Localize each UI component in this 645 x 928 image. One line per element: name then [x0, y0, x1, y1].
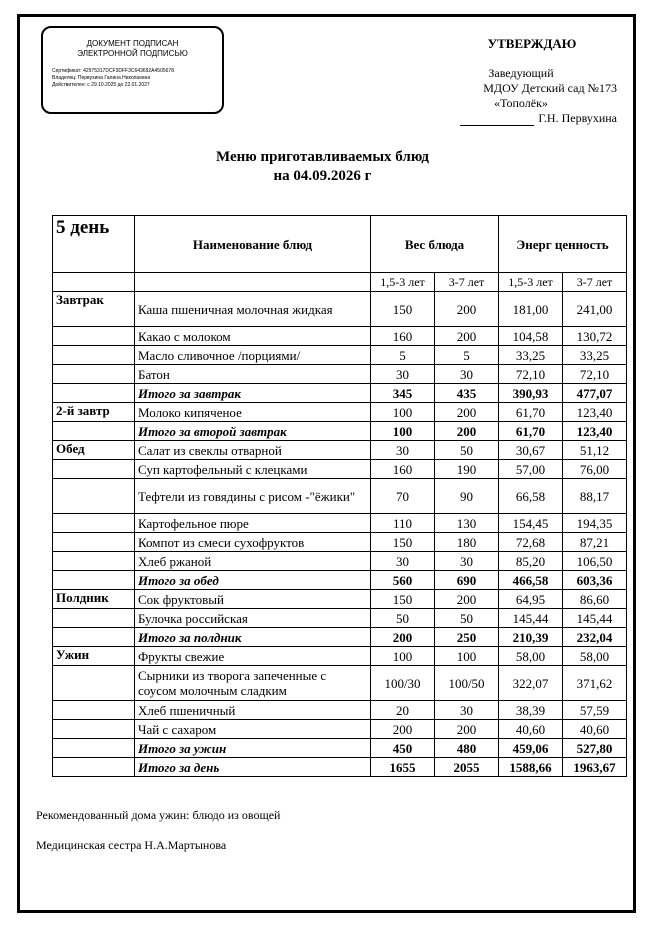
meal-cell: [53, 514, 135, 533]
subheader-weight-old: 3-7 лет: [435, 273, 499, 292]
dish-name-cell: Итого за завтрак: [135, 384, 371, 403]
dish-name-cell: Картофельное пюре: [135, 514, 371, 533]
weight-old-cell: 100: [435, 647, 499, 666]
energy-old-cell: 1963,67: [563, 758, 627, 777]
weight-young-cell: 50: [371, 609, 435, 628]
weight-young-cell: 450: [371, 739, 435, 758]
weight-young-cell: 1655: [371, 758, 435, 777]
energy-old-cell: 86,60: [563, 590, 627, 609]
energy-old-cell: 527,80: [563, 739, 627, 758]
weight-old-cell: 190: [435, 460, 499, 479]
weight-young-cell: 110: [371, 514, 435, 533]
energy-old-cell: 57,59: [563, 701, 627, 720]
subheader-empty: [135, 273, 371, 292]
weight-old-cell: 30: [435, 365, 499, 384]
table-total-row: [53, 422, 627, 441]
weight-young-cell: 200: [371, 720, 435, 739]
energy-young-cell: 61,70: [499, 422, 563, 441]
weight-old-cell: 130: [435, 514, 499, 533]
title-line1: Меню приготавливаемых блюд: [215, 149, 430, 165]
weight-young-cell: 100: [371, 647, 435, 666]
table-row: [53, 533, 627, 552]
table-subheader-row: [53, 273, 627, 292]
col-header-energy: Энерг ценность: [499, 216, 627, 273]
electronic-signature-stamp: [41, 26, 224, 114]
approval-org-name: «Тополёк»: [494, 96, 548, 110]
title-line2: на 04.09.2026 г: [273, 168, 372, 184]
meal-cell: Обед: [53, 441, 135, 460]
energy-young-cell: 61,70: [499, 403, 563, 422]
weight-young-cell: 150: [371, 590, 435, 609]
table-row: [53, 460, 627, 479]
table-total-row: [53, 384, 627, 403]
weight-young-cell: 160: [371, 327, 435, 346]
table-row: [53, 609, 627, 628]
day-label: 5 день: [53, 216, 135, 273]
energy-young-cell: 390,93: [499, 384, 563, 403]
dish-name-cell: Хлеб ржаной: [135, 552, 371, 571]
meal-cell: [53, 739, 135, 758]
meal-cell: Ужин: [53, 647, 135, 666]
weight-young-cell: 560: [371, 571, 435, 590]
energy-old-cell: 88,17: [563, 479, 627, 514]
meal-cell: [53, 533, 135, 552]
col-header-name: Наименование блюд: [135, 216, 371, 273]
table-row: [53, 292, 627, 327]
table-row: [53, 666, 627, 701]
subheader-energy-young: 1,5-3 лет: [499, 273, 563, 292]
energy-young-cell: 30,67: [499, 441, 563, 460]
weight-old-cell: 200: [435, 720, 499, 739]
energy-old-cell: 87,21: [563, 533, 627, 552]
meal-cell: [53, 552, 135, 571]
weight-old-cell: 435: [435, 384, 499, 403]
subheader-weight-young: 1,5-3 лет: [371, 273, 435, 292]
table-row: [53, 590, 627, 609]
approval-signature-line: [427, 111, 617, 126]
energy-young-cell: 38,39: [499, 701, 563, 720]
energy-old-cell: 123,40: [563, 422, 627, 441]
approval-organization: МДОУ Детский сад №173: [483, 81, 617, 95]
weight-old-cell: 30: [435, 701, 499, 720]
weight-young-cell: 30: [371, 552, 435, 571]
table-row: [53, 327, 627, 346]
table-row: [53, 514, 627, 533]
dish-name-cell: Булочка российская: [135, 609, 371, 628]
meal-cell: [53, 460, 135, 479]
weight-old-cell: 100/50: [435, 666, 499, 701]
weight-young-cell: 200: [371, 628, 435, 647]
energy-young-cell: 58,00: [499, 647, 563, 666]
table-row: [53, 552, 627, 571]
energy-old-cell: 194,35: [563, 514, 627, 533]
table-header-row: [53, 216, 627, 273]
weight-old-cell: 50: [435, 609, 499, 628]
table-row: [53, 647, 627, 666]
dish-name-cell: Каша пшеничная молочная жидкая: [135, 292, 371, 327]
dish-name-cell: Итого за ужин: [135, 739, 371, 758]
stamp-title-line2: ЭЛЕКТРОННОЙ ПОДПИСЬЮ: [77, 49, 188, 58]
meal-cell: [53, 479, 135, 514]
weight-old-cell: 480: [435, 739, 499, 758]
weight-old-cell: 2055: [435, 758, 499, 777]
approval-block: [427, 36, 617, 126]
weight-old-cell: 180: [435, 533, 499, 552]
signature-underline: [460, 114, 534, 126]
energy-young-cell: 154,45: [499, 514, 563, 533]
meal-cell: [53, 666, 135, 701]
weight-old-cell: 200: [435, 422, 499, 441]
energy-old-cell: 603,36: [563, 571, 627, 590]
weight-young-cell: 345: [371, 384, 435, 403]
weight-old-cell: 5: [435, 346, 499, 365]
meal-cell: [53, 628, 135, 647]
energy-young-cell: 85,20: [499, 552, 563, 571]
meal-cell: 2-й завтр: [53, 403, 135, 422]
energy-young-cell: 104,58: [499, 327, 563, 346]
dish-name-cell: Сок фруктовый: [135, 590, 371, 609]
weight-old-cell: 200: [435, 590, 499, 609]
energy-young-cell: 459,06: [499, 739, 563, 758]
subheader-empty: [53, 273, 135, 292]
energy-old-cell: 123,40: [563, 403, 627, 422]
weight-old-cell: 50: [435, 441, 499, 460]
energy-young-cell: 40,60: [499, 720, 563, 739]
energy-old-cell: 72,10: [563, 365, 627, 384]
weight-young-cell: 100: [371, 422, 435, 441]
weight-young-cell: 70: [371, 479, 435, 514]
meal-cell: [53, 346, 135, 365]
energy-young-cell: 64,95: [499, 590, 563, 609]
stamp-title: [43, 39, 222, 59]
dish-name-cell: Итого за день: [135, 758, 371, 777]
energy-old-cell: 51,12: [563, 441, 627, 460]
subheader-energy-old: 3-7 лет: [563, 273, 627, 292]
energy-young-cell: 1588,66: [499, 758, 563, 777]
dish-name-cell: Чай с сахаром: [135, 720, 371, 739]
energy-old-cell: 76,00: [563, 460, 627, 479]
energy-young-cell: 72,10: [499, 365, 563, 384]
col-header-weight: Вес блюда: [371, 216, 499, 273]
table-row: [53, 365, 627, 384]
weight-young-cell: 5: [371, 346, 435, 365]
weight-old-cell: 30: [435, 552, 499, 571]
dish-name-cell: Какао с молоком: [135, 327, 371, 346]
weight-old-cell: 200: [435, 403, 499, 422]
energy-old-cell: 145,44: [563, 609, 627, 628]
dish-name-cell: Молоко кипяченое: [135, 403, 371, 422]
dish-name-cell: Тефтели из говядины с рисом -"ёжики": [135, 479, 371, 514]
document-title: [0, 148, 645, 186]
meal-cell: Полдник: [53, 590, 135, 609]
dish-name-cell: Суп картофельный с клецками: [135, 460, 371, 479]
weight-young-cell: 30: [371, 365, 435, 384]
weight-young-cell: 150: [371, 292, 435, 327]
energy-young-cell: 322,07: [499, 666, 563, 701]
weight-young-cell: 20: [371, 701, 435, 720]
dish-name-cell: Фрукты свежие: [135, 647, 371, 666]
energy-young-cell: 72,68: [499, 533, 563, 552]
weight-old-cell: 690: [435, 571, 499, 590]
energy-young-cell: 57,00: [499, 460, 563, 479]
table-row: [53, 346, 627, 365]
energy-young-cell: 145,44: [499, 609, 563, 628]
table-total-row: [53, 628, 627, 647]
table-total-row: [53, 739, 627, 758]
meal-cell: [53, 422, 135, 441]
weight-young-cell: 150: [371, 533, 435, 552]
approval-position: Заведующий: [488, 66, 554, 80]
weight-old-cell: 200: [435, 292, 499, 327]
dish-name-cell: Салат из свеклы отварной: [135, 441, 371, 460]
approval-signer: Г.Н. Первухина: [538, 111, 617, 125]
dish-name-cell: Итого за обед: [135, 571, 371, 590]
energy-young-cell: 210,39: [499, 628, 563, 647]
meal-cell: [53, 609, 135, 628]
stamp-valid: Действителен: с 29.10.2025 до 22.01.2027: [52, 82, 150, 88]
dish-name-cell: Итого за второй завтрак: [135, 422, 371, 441]
meal-cell: [53, 720, 135, 739]
table-row: [53, 701, 627, 720]
stamp-certificate: Сертификат: 42975317DCF3DFF3C643692A4505678: [52, 68, 174, 74]
energy-old-cell: 106,50: [563, 552, 627, 571]
meal-cell: [53, 365, 135, 384]
energy-young-cell: 66,58: [499, 479, 563, 514]
dish-name-cell: Сырники из творога запеченные с соусом молочным сладким: [135, 666, 371, 701]
stamp-details: [52, 68, 222, 89]
dish-name-cell: Хлеб пшеничный: [135, 701, 371, 720]
energy-old-cell: 477,07: [563, 384, 627, 403]
energy-young-cell: 466,58: [499, 571, 563, 590]
table-row: [53, 441, 627, 460]
approval-heading: УТВЕРЖДАЮ: [487, 36, 577, 51]
energy-old-cell: 33,25: [563, 346, 627, 365]
table-row: [53, 403, 627, 422]
energy-old-cell: 40,60: [563, 720, 627, 739]
table-total-row: [53, 758, 627, 777]
weight-old-cell: 200: [435, 327, 499, 346]
weight-young-cell: 100/30: [371, 666, 435, 701]
energy-young-cell: 181,00: [499, 292, 563, 327]
meal-cell: Завтрак: [53, 292, 135, 327]
energy-old-cell: 241,00: [563, 292, 627, 327]
meal-cell: [53, 701, 135, 720]
energy-old-cell: 130,72: [563, 327, 627, 346]
recommendation-note: Рекомендованный дома ужин: блюдо из овощей: [36, 808, 281, 822]
dish-name-cell: Масло сливочное /порциями/: [135, 346, 371, 365]
dish-name-cell: Батон: [135, 365, 371, 384]
meal-cell: [53, 571, 135, 590]
table-row: [53, 720, 627, 739]
table-row: [53, 479, 627, 514]
menu-table: [52, 215, 627, 777]
energy-old-cell: 58,00: [563, 647, 627, 666]
weight-old-cell: 90: [435, 479, 499, 514]
weight-young-cell: 160: [371, 460, 435, 479]
weight-young-cell: 30: [371, 441, 435, 460]
energy-young-cell: 33,25: [499, 346, 563, 365]
dish-name-cell: Итого за полдник: [135, 628, 371, 647]
table-total-row: [53, 571, 627, 590]
weight-old-cell: 250: [435, 628, 499, 647]
energy-old-cell: 232,04: [563, 628, 627, 647]
weight-young-cell: 100: [371, 403, 435, 422]
meal-cell: [53, 758, 135, 777]
meal-cell: [53, 327, 135, 346]
stamp-title-line1: ДОКУМЕНТ ПОДПИСАН: [86, 39, 179, 48]
meal-cell: [53, 384, 135, 403]
energy-old-cell: 371,62: [563, 666, 627, 701]
stamp-owner: Владелец: Первухина Галина Николаевна: [52, 75, 151, 81]
nurse-signature: Медицинская сестра Н.А.Мартынова: [36, 838, 227, 852]
dish-name-cell: Компот из смеси сухофруктов: [135, 533, 371, 552]
